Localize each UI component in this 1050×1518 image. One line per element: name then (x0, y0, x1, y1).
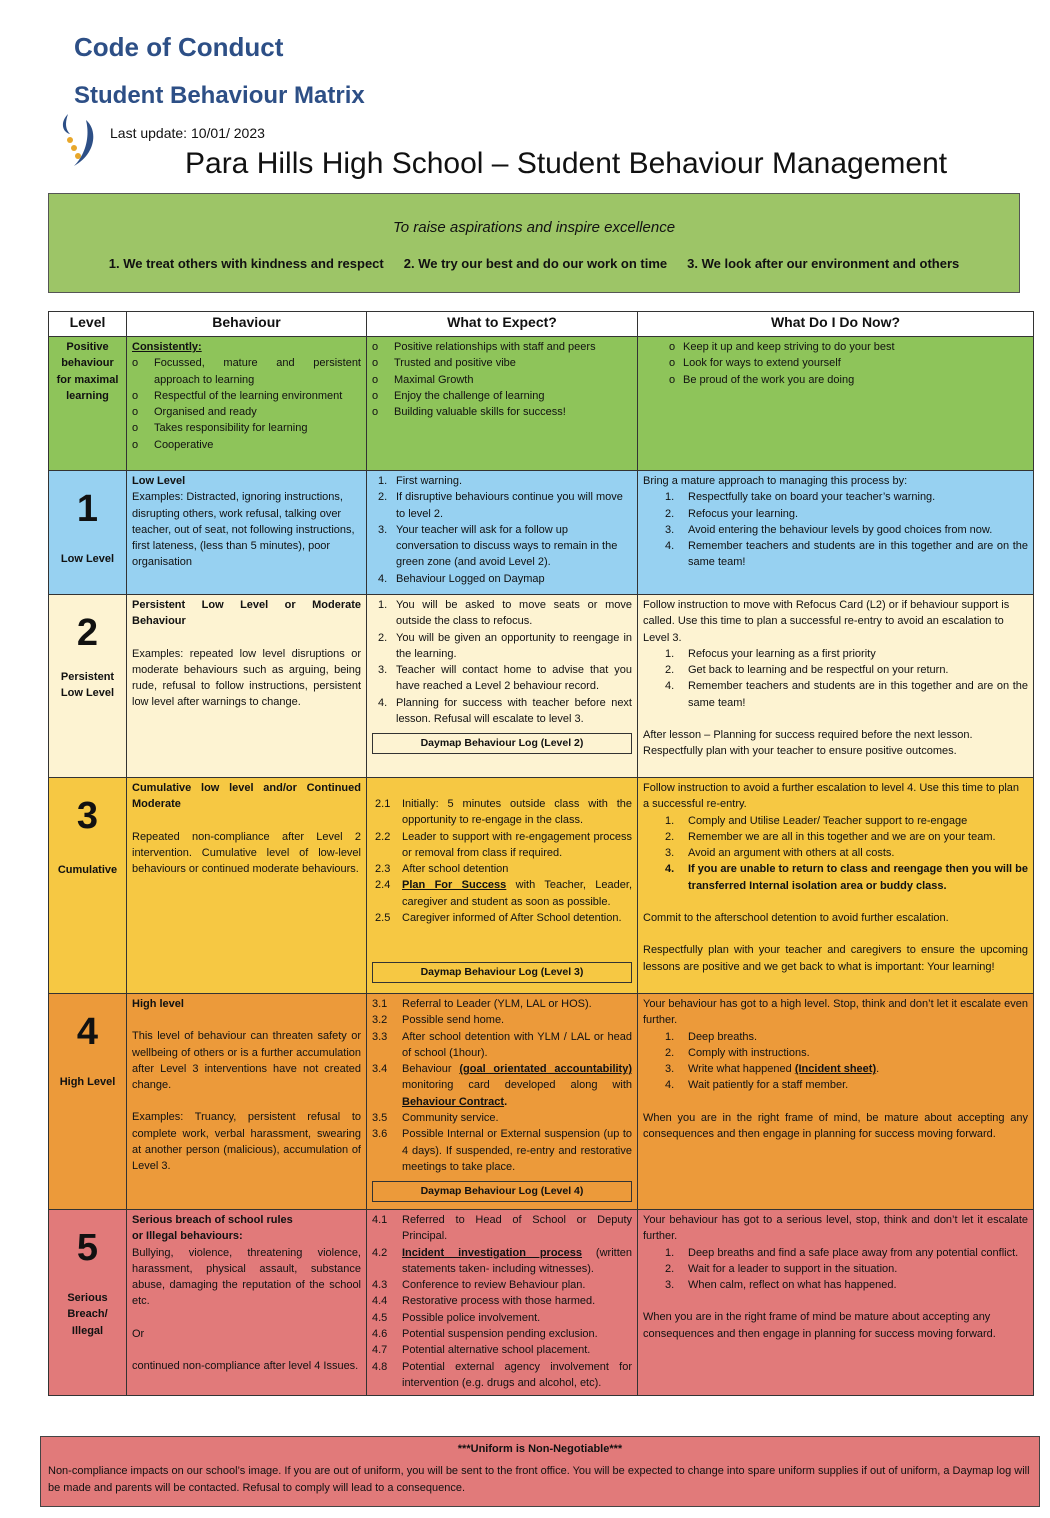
header-do: What Do I Do Now? (638, 312, 1034, 337)
behaviour-cell (127, 778, 367, 994)
table-row (49, 595, 1034, 778)
header-behaviour: Behaviour (127, 312, 367, 337)
list-item: 4. If you are unable to return to class and reengage then you will be transferred Internal isolation area or buddy class. (665, 863, 1028, 892)
daymap-log-box: Daymap Behaviour Log (Level 3) (372, 962, 632, 982)
list-item: 3. When calm, reflect on what has happened. (665, 1279, 897, 1292)
uniform-title: ***Uniform is Non-Negotiable*** (457, 1443, 623, 1455)
level-label: Serious Breach/ Illegal (67, 1292, 108, 1337)
level-label: Low Level (60, 553, 115, 565)
list-item: 4.4 Restorative process with those harmed. (372, 1295, 596, 1308)
incident-sheet-link[interactable]: (Incident sheet) (794, 1063, 877, 1076)
list-item: 3. Write what happened (Incident sheet). (665, 1063, 880, 1076)
list-item: 2. Remember we are all in this together and we are on your team. (665, 830, 996, 843)
behaviour-cell (127, 337, 367, 471)
list-item: o Trusted and positive vibe (372, 355, 632, 371)
list-item: 1. Refocus your learning as a first priority (665, 647, 876, 660)
level-label: Cumulative (57, 864, 118, 876)
list-item: 3.1 Referral to Leader (YLM, LAL or HOS). (372, 998, 592, 1010)
list-item: 2.2 Leader to support with re-engagement process or removal from class if required. (372, 830, 632, 859)
do-cell (638, 595, 1034, 778)
list-item: o Be proud of the work you are doing (643, 372, 1028, 388)
expect-cell (367, 471, 638, 595)
list-item: 4. Remember teachers and students are in this together and are on the same team! (665, 680, 1028, 709)
list-item: 2. Refocus your learning. (665, 507, 799, 520)
list-item: 4. Remember teachers and students are in this together and are on the same team! (665, 540, 1028, 569)
behaviour-title: Low Level (132, 475, 186, 487)
list-item: 3.5 Community service. (372, 1112, 499, 1125)
uniform-text: Non-compliance impacts on our school’s image. If you are out of uniform, you will be sent to the front office. You will be expected to change into spare uniform supplies if out of uniform, a Daymap log will be made and parents will be contacted. Refusal to comply will lead to a consequence. (48, 1465, 1030, 1494)
behaviour-examples: Examples: Truancy, persistent refusal to complete work, verbal harassment, swearing at another person (malicious), accumulation of Level 3. (132, 1111, 361, 1173)
do-intro: Bring a mature approach to managing this process by: (643, 475, 908, 487)
behaviour-cell (127, 994, 367, 1210)
behaviour-text: Examples: Distracted, ignoring instructions, disrupting others, work refusal, talking over teacher, out of seat, not following instructions, first lateness, (less than 5 minutes), poor organisation (132, 491, 355, 569)
level-label: Persistent Low Level (60, 671, 115, 700)
behaviour-or: Or (132, 1327, 145, 1340)
plan-for-success-link[interactable]: Plan For Success (402, 879, 507, 892)
list-item: 4. Behaviour Logged on Daymap (378, 572, 545, 585)
motto: To raise aspirations and inspire excellence (392, 219, 676, 236)
list-item: 4.3 Conference to review Behaviour plan. (372, 1279, 586, 1292)
list-item: 4.2 Incident investigation process (written statements taken- including witnesses). (372, 1246, 632, 1275)
list-item: 3.6 Possible Internal or External suspension (up to 4 days). If suspended, re-entry and restorative meetings to take place. (372, 1128, 632, 1173)
table-row (49, 337, 1034, 471)
values-list (49, 256, 1019, 271)
list-item: o Takes responsibility for learning (132, 420, 361, 436)
list-item: o Enjoy the challenge of learning (372, 388, 632, 404)
value-item: 1. We treat others with kindness and respect (108, 256, 384, 271)
page-title: Code of Conduct (74, 32, 284, 62)
level-number: 1 (76, 488, 99, 530)
page-subtitle: Student Behaviour Matrix (74, 82, 365, 109)
level-number: 5 (76, 1227, 99, 1269)
do-outro: When you are in the right frame of mind be mature about accepting any consequences and then engage in planning for success moving forward. (643, 1311, 996, 1340)
list-item: 3.2 Possible send home. (372, 1014, 505, 1027)
level-label: High Level (59, 1076, 116, 1088)
goal-accountability-link[interactable]: (goal orientated accountability) (459, 1063, 632, 1076)
do-cell (638, 994, 1034, 1210)
list-item: 4.7 Potential alternative school placement. (372, 1344, 591, 1357)
do-outro: Commit to the afterschool detention to avoid further escalation. (643, 912, 949, 925)
table-header-row (49, 312, 1034, 337)
level-cell (49, 595, 127, 778)
list-item: 4.5 Possible police involvement. (372, 1311, 541, 1324)
incident-process-link[interactable]: Incident investigation process (402, 1246, 583, 1259)
school-heading: Para Hills High School – Student Behaviour Management (185, 147, 948, 180)
list-item: 3. Avoid entering the behaviour levels by good choices from now. (665, 523, 993, 536)
table-row (49, 1210, 1034, 1396)
table-row (49, 778, 1034, 994)
do-intro: Follow instruction to move with Refocus Card (L2) or if behaviour support is called. Use this time to plan a successful re-entry to avoid an escalation to Level 3. (643, 599, 1010, 644)
do-intro: Your behaviour has got to a high level. Stop, think and don’t let it escalate even further. (643, 998, 1028, 1027)
list-item: 1. Deep breaths. (665, 1030, 758, 1043)
level-cell (49, 994, 127, 1210)
list-item: o Maximal Growth (372, 372, 632, 388)
list-item: 2. Get back to learning and be respectful on your return. (665, 664, 949, 677)
expect-cell (367, 778, 638, 994)
list-item: 2.1 Initially: 5 minutes outside class with the opportunity to re-engage in the class. (372, 798, 632, 827)
level-cell (49, 337, 127, 471)
behaviour-text: Bullying, violence, threatening violence, harassment, physical assault, substance abuse, damaging the reputation of the school etc. (132, 1246, 361, 1308)
list-item: 4.8 Potential external agency involvement for intervention (e.g. drugs and alcohol, etc). (372, 1360, 632, 1389)
list-item: 1. Respectfully take on board your teacher’s warning. (665, 491, 936, 504)
behaviour-text: This level of behaviour can threaten safety or wellbeing of others or is a further accumulation after Level 3 interventions have not created change. (132, 1030, 361, 1092)
behaviour-title: Cumulative low level and/or Continued Moderate (132, 782, 361, 811)
list-item: 1. Comply and Utilise Leader/ Teacher support to re-engage (665, 814, 968, 827)
behaviour-title: Serious breach of school rules (132, 1214, 293, 1226)
list-item: 2. Comply with instructions. (665, 1046, 810, 1059)
behaviour-contract-link[interactable]: Behaviour Contract (402, 1095, 505, 1108)
list-item: 1. First warning. (378, 475, 463, 487)
level-number: 3 (76, 795, 99, 837)
expect-cell (367, 337, 638, 471)
behaviour-matrix-table (48, 311, 1034, 1396)
list-item: 2. You will be given an opportunity to reengage in the learning. (378, 631, 632, 660)
header-expect: What to Expect? (367, 312, 638, 337)
list-item: o Keep it up and keep striving to do your best (643, 339, 1028, 355)
list-item: 2.3 After school detention (372, 863, 509, 876)
do-cell (638, 778, 1034, 994)
header-level: Level (49, 312, 127, 337)
list-item: 3. Your teacher will ask for a follow up conversation to discuss ways to remain in the green zone (and avoid Level 2). (378, 523, 618, 569)
list-item: 1. You will be asked to move seats or move outside the class to refocus. (378, 599, 632, 628)
uniform-notice (40, 1436, 1040, 1507)
level-cell (49, 1210, 127, 1396)
do-outro: Respectfully plan with your teacher and caregivers to ensure the upcoming lessons are positive and we get back to what is important: Your learning! (643, 944, 1028, 973)
list-item: o Look for ways to extend yourself (643, 355, 1028, 371)
expect-cell (367, 595, 638, 778)
list-item: 4.1 Referred to Head of School or Deputy Principal. (372, 1214, 632, 1243)
list-item: o Cooperative (132, 437, 361, 453)
do-cell (638, 1210, 1034, 1396)
level-cell (49, 778, 127, 994)
level-cell (49, 471, 127, 595)
vision-panel (48, 193, 1020, 293)
list-item: 4. Wait patiently for a staff member. (665, 1079, 849, 1092)
expect-cell (367, 1210, 638, 1396)
behaviour-text: Examples: repeated low level disruptions or moderate behaviours such as arguing, being rude, refusal to follow instructions, persistent low level after warnings to change. (132, 647, 361, 709)
behaviour-cell (127, 595, 367, 778)
behaviour-title: Persistent Low Level or Moderate Behaviour (132, 599, 361, 628)
list-item: 2.5 Caregiver informed of After School detention. (372, 912, 622, 925)
do-cell (638, 337, 1034, 471)
list-item: o Positive relationships with staff and peers (372, 339, 632, 355)
list-item: 2. If disruptive behaviours continue you will move to level 2. (378, 491, 623, 520)
do-intro: Follow instruction to avoid a further escalation to level 4. Use this time to plan a successful re-entry. (643, 782, 1020, 811)
behaviour-cell (127, 1210, 367, 1396)
list-item: 4.6 Potential suspension pending exclusion. (372, 1328, 598, 1341)
do-cell (638, 471, 1034, 595)
list-item: 3.3 After school detention with YLM / LAL or head of school (1hour). (372, 1030, 632, 1059)
list-item: 4. Planning for success with teacher before next lesson. Refusal will escalate to level 3. (378, 696, 632, 726)
behaviour-text: Repeated non-compliance after Level 2 intervention. Cumulative level of low-level behaviours or continued moderate behaviours. (132, 830, 361, 876)
daymap-log-box: Daymap Behaviour Log (Level 4) (372, 1181, 632, 1201)
list-item: 1. Deep breaths and find a safe place away from any potential conflict. (665, 1246, 1019, 1259)
level-number: 4 (76, 1011, 99, 1053)
behaviour-title: Consistently: (132, 341, 202, 353)
list-item: o Building valuable skills for success! (372, 404, 632, 420)
list-item: 3.4 Behaviour (goal orientated accountability) monitoring card developed along with Behaviour Contract. (372, 1063, 632, 1108)
value-item: 3. We look after our environment and others (687, 256, 960, 271)
list-item: 3. Teacher will contact home to advise that you have reached a Level 2 behaviour record. (378, 664, 632, 693)
behaviour-title: or Illegal behaviours: (132, 1230, 243, 1243)
do-outro: After lesson – Planning for success required before the next lesson. Respectfully plan with your teacher to ensure positive outcomes. (643, 729, 973, 758)
school-logo-icon (56, 110, 100, 170)
level-label: Positive behaviour for maximal learning (56, 341, 119, 402)
expect-cell (367, 994, 638, 1210)
list-item: o Respectful of the learning environment (132, 388, 361, 404)
last-update: Last update: 10/01/ 2023 (110, 125, 265, 141)
list-item: 2.4 Plan For Success with Teacher, Leader, caregiver and student as soon as possible. (372, 879, 632, 908)
do-outro: When you are in the right frame of mind, be mature about accepting any consequences and then engage in planning for success moving forward. (643, 1111, 1028, 1141)
value-item: 2. We try our best and do our work on time (403, 256, 668, 271)
list-item: o Organised and ready (132, 404, 361, 420)
do-intro: Your behaviour has got to a serious level, stop, think and don’t let it escalate further. (643, 1214, 1028, 1243)
behaviour-title: High level (132, 998, 184, 1010)
table-row (49, 471, 1034, 595)
list-item: o Focussed, mature and persistent approach to learning (132, 355, 361, 388)
daymap-log-box: Daymap Behaviour Log (Level 2) (372, 733, 632, 753)
behaviour-text: continued non-compliance after level 4 Issues. (132, 1360, 359, 1373)
behaviour-cell (127, 471, 367, 595)
list-item: 2. Wait for a leader to support in the situation. (665, 1262, 898, 1275)
list-item: 3. Avoid an argument with others at all costs. (665, 847, 895, 860)
level-number: 2 (76, 612, 99, 654)
table-row (49, 994, 1034, 1210)
